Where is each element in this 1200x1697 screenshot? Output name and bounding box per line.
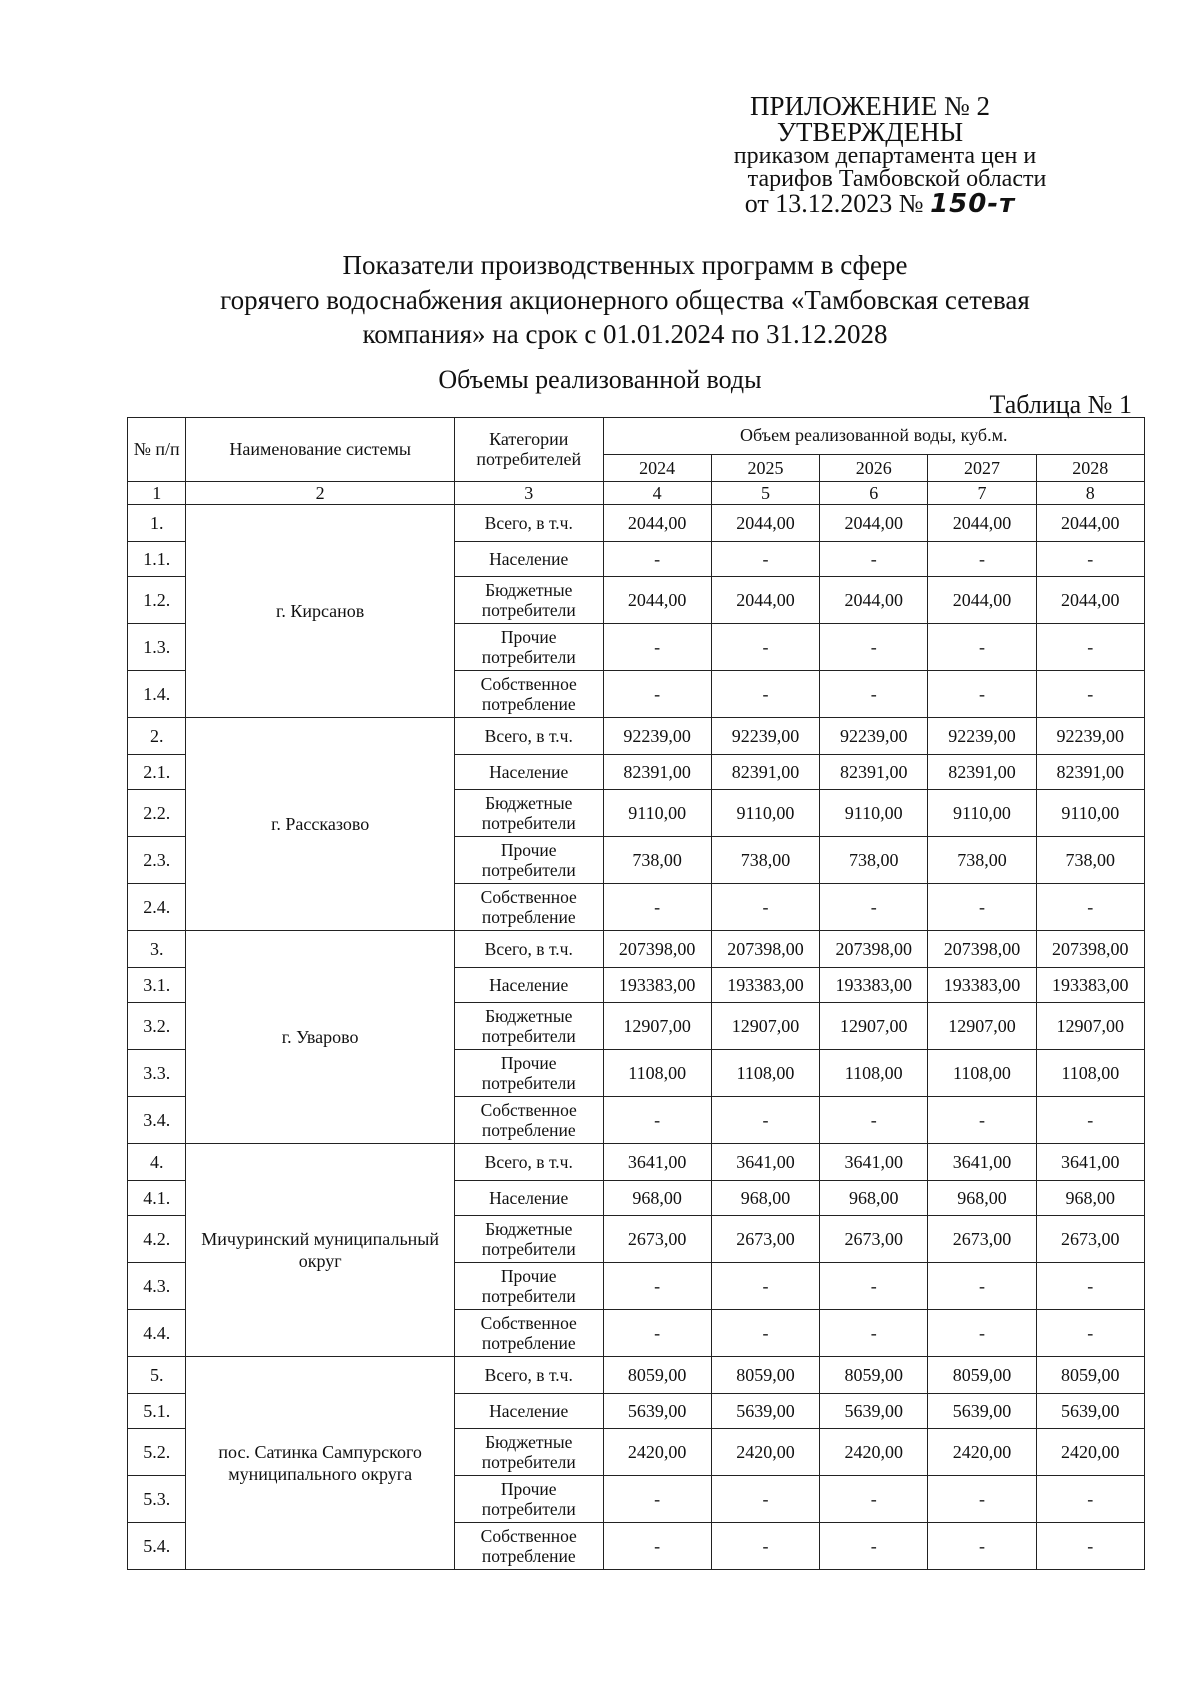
volume-value: 5639,00 <box>1036 1394 1144 1429</box>
order-number-handwritten: 150-т <box>930 188 1016 219</box>
volume-value: 12907,00 <box>928 1003 1036 1050</box>
header-year: 2027 <box>928 455 1036 482</box>
table-row <box>128 505 1145 542</box>
volume-value: 2673,00 <box>928 1216 1036 1263</box>
volume-value: - <box>820 671 928 718</box>
system-name: пос. Сатинка Сампурского муниципального округа <box>186 1357 455 1570</box>
volume-value: 968,00 <box>928 1181 1036 1216</box>
volume-value: - <box>928 1263 1036 1310</box>
volume-value: 5639,00 <box>711 1394 819 1429</box>
row-number: 1.4. <box>128 671 186 718</box>
volume-value: 738,00 <box>603 837 711 884</box>
header-year: 2028 <box>1036 455 1144 482</box>
table-number: Таблица № 1 <box>989 390 1132 419</box>
consumer-category: Население <box>454 755 603 790</box>
column-index: 5 <box>711 482 819 505</box>
volume-value: 5639,00 <box>928 1394 1036 1429</box>
volume-value: 8059,00 <box>928 1357 1036 1394</box>
volume-value: - <box>820 1097 928 1144</box>
row-number: 4.2. <box>128 1216 186 1263</box>
consumer-category: Население <box>454 1181 603 1216</box>
consumer-category: Население <box>454 968 603 1003</box>
title-line-1: Показатели производственных программ в сфере <box>342 250 908 280</box>
volume-value: 2420,00 <box>1036 1429 1144 1476</box>
volume-value: 2044,00 <box>1036 577 1144 624</box>
header-year: 2025 <box>711 455 819 482</box>
volume-value: - <box>603 1263 711 1310</box>
volume-value: 2044,00 <box>711 505 819 542</box>
volume-value: 2420,00 <box>711 1429 819 1476</box>
volume-value: - <box>603 1097 711 1144</box>
volume-value: 82391,00 <box>1036 755 1144 790</box>
volume-value: 2044,00 <box>603 577 711 624</box>
volume-value: - <box>711 1523 819 1570</box>
row-number: 5.3. <box>128 1476 186 1523</box>
row-number: 5.4. <box>128 1523 186 1570</box>
volume-value: 2420,00 <box>928 1429 1036 1476</box>
row-number: 2.1. <box>128 755 186 790</box>
volume-value: - <box>603 1310 711 1357</box>
volume-value: 92239,00 <box>711 718 819 755</box>
header-category: Категории потребителей <box>454 418 603 482</box>
volume-value: 82391,00 <box>711 755 819 790</box>
approval-header <box>640 91 1100 219</box>
volume-value: 92239,00 <box>820 718 928 755</box>
consumer-category: Всего, в т.ч. <box>454 1357 603 1394</box>
consumer-category: Прочие потребители <box>454 1050 603 1097</box>
volume-value: 3641,00 <box>1036 1144 1144 1181</box>
system-name: г. Кирсанов <box>186 505 455 718</box>
volume-value: - <box>711 1476 819 1523</box>
row-number: 3.4. <box>128 1097 186 1144</box>
volume-value: - <box>1036 884 1144 931</box>
volume-value: - <box>711 624 819 671</box>
consumer-category: Население <box>454 542 603 577</box>
volume-value: 193383,00 <box>928 968 1036 1003</box>
volume-value: 207398,00 <box>711 931 819 968</box>
volume-value: 2673,00 <box>820 1216 928 1263</box>
consumer-category: Всего, в т.ч. <box>454 505 603 542</box>
consumer-category: Прочие потребители <box>454 1476 603 1523</box>
volume-value: - <box>711 1097 819 1144</box>
volume-value: 2044,00 <box>928 577 1036 624</box>
order-line <box>640 188 1100 219</box>
volume-value: 207398,00 <box>1036 931 1144 968</box>
volume-value: - <box>1036 542 1144 577</box>
approval-line-region: тарифов Тамбовской области <box>747 166 1047 193</box>
volume-value: 5639,00 <box>603 1394 711 1429</box>
volume-value: - <box>1036 1097 1144 1144</box>
approval-line-department: приказом департамента цен и <box>733 143 1037 170</box>
water-volume-table <box>127 417 1145 1570</box>
consumer-category: Собственное потребление <box>454 884 603 931</box>
system-name: г. Уварово <box>186 931 455 1144</box>
volume-value: - <box>820 1476 928 1523</box>
volume-value: 2044,00 <box>711 577 819 624</box>
volume-value: 82391,00 <box>928 755 1036 790</box>
order-date: от 13.12.2023 № <box>744 188 924 218</box>
volume-value: 3641,00 <box>603 1144 711 1181</box>
volume-value: 9110,00 <box>711 790 819 837</box>
row-number: 5.1. <box>128 1394 186 1429</box>
row-number: 1.2. <box>128 577 186 624</box>
volume-value: 968,00 <box>603 1181 711 1216</box>
consumer-category: Всего, в т.ч. <box>454 1144 603 1181</box>
consumer-category: Население <box>454 1394 603 1429</box>
volume-value: 2044,00 <box>603 505 711 542</box>
volume-value: 207398,00 <box>603 931 711 968</box>
volume-value: 12907,00 <box>711 1003 819 1050</box>
volume-value: - <box>820 1523 928 1570</box>
volume-value: 193383,00 <box>603 968 711 1003</box>
table-row <box>128 931 1145 968</box>
volume-value: 1108,00 <box>928 1050 1036 1097</box>
volume-value: 1108,00 <box>603 1050 711 1097</box>
table-body <box>128 505 1145 1570</box>
consumer-category: Прочие потребители <box>454 624 603 671</box>
title-line-3: компания» на срок с 01.01.2024 по 31.12.2028 <box>362 319 888 350</box>
volume-value: - <box>1036 1310 1144 1357</box>
volume-value: 1108,00 <box>711 1050 819 1097</box>
volume-value: - <box>1036 624 1144 671</box>
system-name: Мичуринский муниципальный округ <box>186 1144 455 1357</box>
volume-value: 2044,00 <box>1036 505 1144 542</box>
column-index: 6 <box>820 482 928 505</box>
volume-value: 8059,00 <box>1036 1357 1144 1394</box>
row-number: 4.1. <box>128 1181 186 1216</box>
volume-value: - <box>1036 1263 1144 1310</box>
volume-value: 738,00 <box>820 837 928 884</box>
volume-value: - <box>928 671 1036 718</box>
consumer-category: Собственное потребление <box>454 1097 603 1144</box>
system-name: г. Рассказово <box>186 718 455 931</box>
consumer-category: Всего, в т.ч. <box>454 718 603 755</box>
volume-value: - <box>928 1523 1036 1570</box>
volume-value: 9110,00 <box>603 790 711 837</box>
appendix-label: ПРИЛОЖЕНИЕ № 2 <box>749 91 991 121</box>
volume-value: - <box>603 884 711 931</box>
table-row <box>128 718 1145 755</box>
consumer-category: Бюджетные потребители <box>454 577 603 624</box>
row-number: 4.3. <box>128 1263 186 1310</box>
consumer-category: Прочие потребители <box>454 837 603 884</box>
volume-value: 2673,00 <box>1036 1216 1144 1263</box>
column-index: 8 <box>1036 482 1144 505</box>
volume-value: 9110,00 <box>928 790 1036 837</box>
volume-value: 12907,00 <box>820 1003 928 1050</box>
row-number: 5. <box>128 1357 186 1394</box>
volume-value: - <box>928 1310 1036 1357</box>
volume-value: - <box>820 624 928 671</box>
volume-value: - <box>1036 671 1144 718</box>
volume-value: 207398,00 <box>928 931 1036 968</box>
volume-value: 3641,00 <box>928 1144 1036 1181</box>
volume-value: 2673,00 <box>711 1216 819 1263</box>
volume-value: - <box>820 884 928 931</box>
volume-value: - <box>711 884 819 931</box>
volume-value: 1108,00 <box>1036 1050 1144 1097</box>
volume-value: - <box>820 1263 928 1310</box>
consumer-category: Бюджетные потребители <box>454 790 603 837</box>
volume-value: 3641,00 <box>711 1144 819 1181</box>
volume-value: 8059,00 <box>711 1357 819 1394</box>
volume-value: 5639,00 <box>820 1394 928 1429</box>
row-number: 2.3. <box>128 837 186 884</box>
volume-value: 8059,00 <box>603 1357 711 1394</box>
approved-label: УТВЕРЖДЕНЫ <box>776 116 964 147</box>
volume-value: - <box>928 1476 1036 1523</box>
consumer-category: Бюджетные потребители <box>454 1216 603 1263</box>
row-number: 2.4. <box>128 884 186 931</box>
consumer-category: Собственное потребление <box>454 1523 603 1570</box>
volume-value: 9110,00 <box>1036 790 1144 837</box>
header-num: № п/п <box>128 418 186 482</box>
volume-value: - <box>603 542 711 577</box>
volume-value: 3641,00 <box>820 1144 928 1181</box>
volume-value: 2044,00 <box>928 505 1036 542</box>
volume-value: 82391,00 <box>820 755 928 790</box>
volume-value: 968,00 <box>820 1181 928 1216</box>
volume-value: - <box>928 542 1036 577</box>
volume-value: 193383,00 <box>1036 968 1144 1003</box>
header-year: 2024 <box>603 455 711 482</box>
title-line-2: горячего водоснабжения акционерного общества «Тамбовская сетевая <box>220 284 1030 315</box>
consumer-category: Всего, в т.ч. <box>454 931 603 968</box>
volume-value: 2420,00 <box>820 1429 928 1476</box>
volume-value: - <box>711 671 819 718</box>
volume-value: - <box>928 624 1036 671</box>
consumer-category: Собственное потребление <box>454 1310 603 1357</box>
row-number: 2.2. <box>128 790 186 837</box>
consumer-category: Прочие потребители <box>454 1263 603 1310</box>
column-index: 3 <box>454 482 603 505</box>
volume-value: - <box>820 1310 928 1357</box>
column-index: 2 <box>186 482 455 505</box>
volume-value: 82391,00 <box>603 755 711 790</box>
volume-value: 207398,00 <box>820 931 928 968</box>
volume-value: 12907,00 <box>1036 1003 1144 1050</box>
volume-value: 2044,00 <box>820 577 928 624</box>
volume-value: 738,00 <box>711 837 819 884</box>
column-index: 7 <box>928 482 1036 505</box>
volume-value: 968,00 <box>711 1181 819 1216</box>
table-subtitle: Объемы реализованной воды <box>438 365 762 394</box>
row-number: 1.3. <box>128 624 186 671</box>
volume-value: - <box>603 1523 711 1570</box>
volume-value: - <box>1036 1523 1144 1570</box>
row-number: 4. <box>128 1144 186 1181</box>
volume-value: - <box>603 671 711 718</box>
column-index: 4 <box>603 482 711 505</box>
header-year: 2026 <box>820 455 928 482</box>
volume-value: 2673,00 <box>603 1216 711 1263</box>
column-index: 1 <box>128 482 186 505</box>
volume-value: 738,00 <box>928 837 1036 884</box>
volume-value: 2420,00 <box>603 1429 711 1476</box>
volume-value: 8059,00 <box>820 1357 928 1394</box>
row-number: 1. <box>128 505 186 542</box>
volume-value: 2044,00 <box>820 505 928 542</box>
volume-value: 738,00 <box>1036 837 1144 884</box>
volume-value: - <box>711 542 819 577</box>
row-number: 1.1. <box>128 542 186 577</box>
volume-value: 92239,00 <box>603 718 711 755</box>
consumer-category: Бюджетные потребители <box>454 1003 603 1050</box>
row-number: 3. <box>128 931 186 968</box>
row-number: 2. <box>128 718 186 755</box>
document-title <box>150 248 1100 352</box>
volume-value: - <box>711 1310 819 1357</box>
volume-value: - <box>820 542 928 577</box>
volume-value: - <box>1036 1476 1144 1523</box>
consumer-category: Бюджетные потребители <box>454 1429 603 1476</box>
volume-value: - <box>928 1097 1036 1144</box>
consumer-category: Собственное потребление <box>454 671 603 718</box>
header-system: Наименование системы <box>186 418 455 482</box>
row-number: 4.4. <box>128 1310 186 1357</box>
volume-value: 92239,00 <box>928 718 1036 755</box>
row-number: 5.2. <box>128 1429 186 1476</box>
table-row <box>128 1357 1145 1394</box>
volume-value: 193383,00 <box>820 968 928 1003</box>
table-row <box>128 1144 1145 1181</box>
volume-value: - <box>928 884 1036 931</box>
volume-value: - <box>603 624 711 671</box>
volume-value: - <box>603 1476 711 1523</box>
volume-value: 92239,00 <box>1036 718 1144 755</box>
volume-value: 9110,00 <box>820 790 928 837</box>
row-number: 3.1. <box>128 968 186 1003</box>
volume-value: - <box>711 1263 819 1310</box>
row-number: 3.3. <box>128 1050 186 1097</box>
volume-value: 1108,00 <box>820 1050 928 1097</box>
header-volume: Объем реализованной воды, куб.м. <box>603 418 1144 455</box>
volume-value: 968,00 <box>1036 1181 1144 1216</box>
volume-value: 12907,00 <box>603 1003 711 1050</box>
volume-value: 193383,00 <box>711 968 819 1003</box>
row-number: 3.2. <box>128 1003 186 1050</box>
